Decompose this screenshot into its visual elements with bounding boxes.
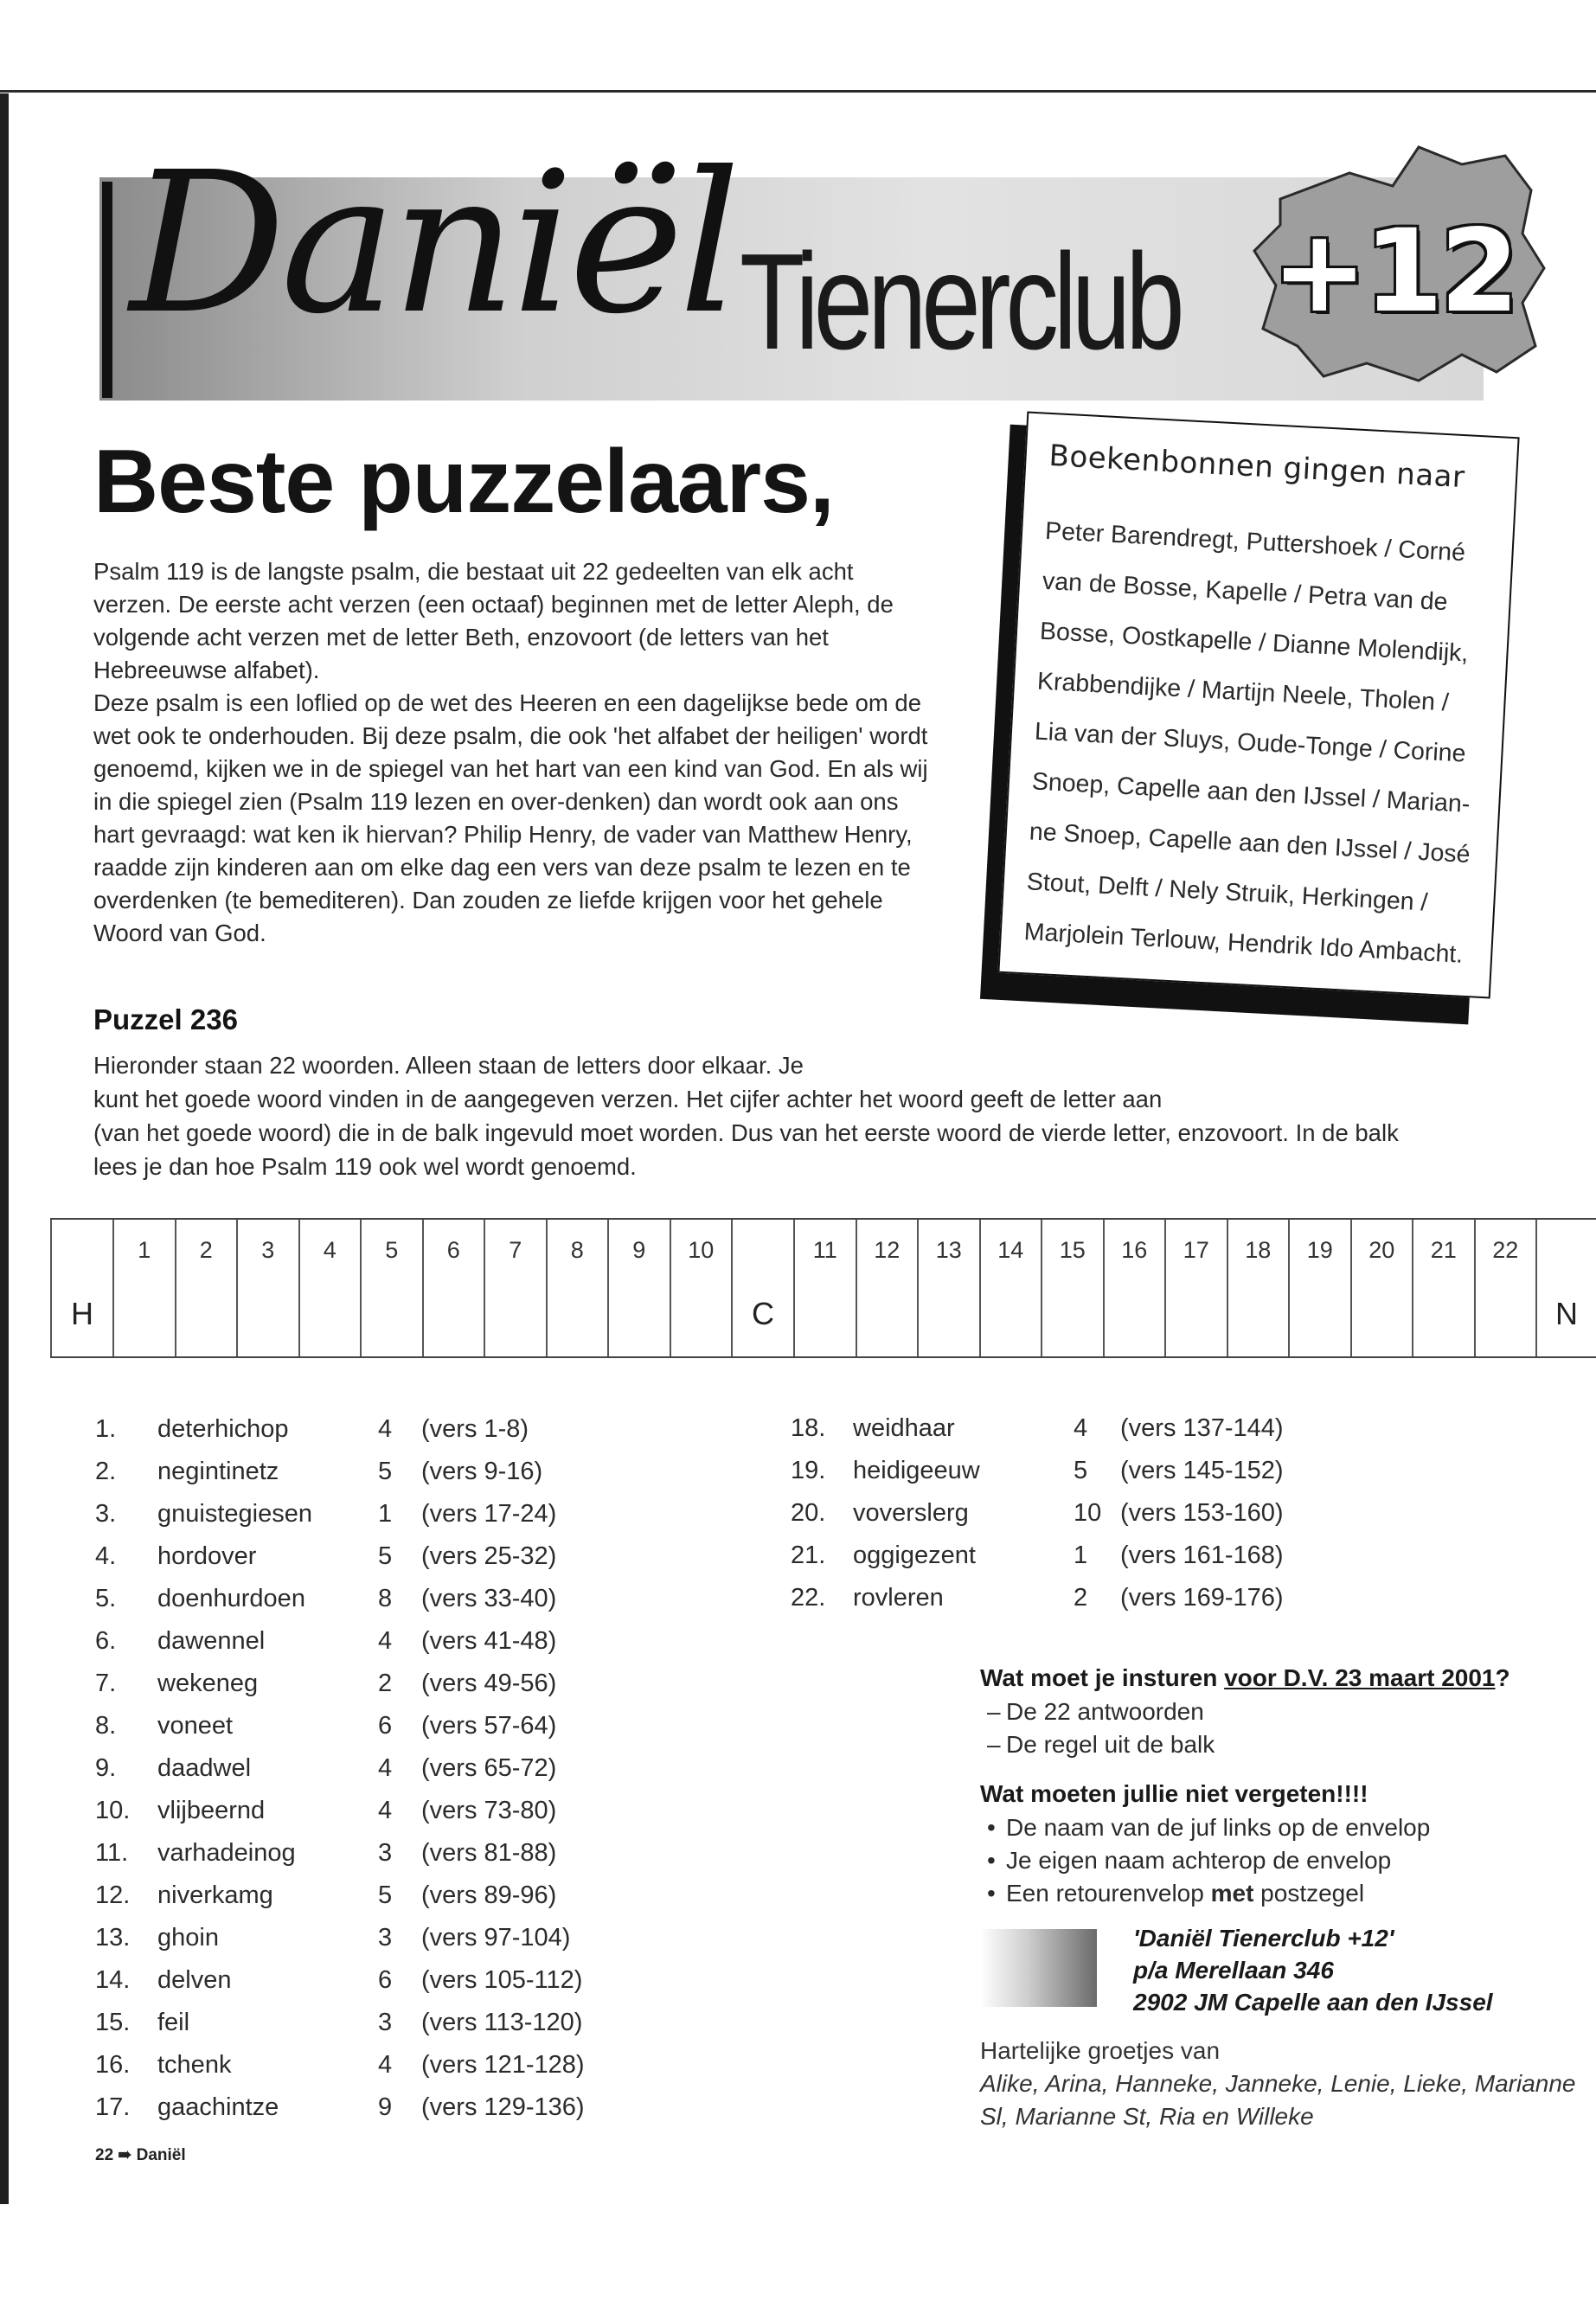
word-row <box>95 1535 603 1578</box>
dash-icon: – <box>987 1698 1001 1725</box>
word-number: 16. <box>95 2051 131 2079</box>
word-number: 17. <box>95 2093 131 2121</box>
word-number: 9. <box>95 1754 117 1782</box>
scrambled-word: dawennel <box>157 1627 266 1655</box>
letter-position: 3 <box>378 1924 393 1952</box>
letter-position: 3 <box>378 1839 393 1867</box>
grid-cell-number: 10 <box>688 1237 715 1263</box>
grid-cell <box>670 1220 732 1356</box>
word-list-left <box>95 1408 603 2129</box>
letter-position: 2 <box>1074 1584 1088 1612</box>
scrambled-word: gaachintze <box>157 2093 279 2121</box>
letter-position: 4 <box>378 2051 393 2079</box>
grid-cell <box>856 1220 918 1356</box>
grid-cell <box>793 1220 856 1356</box>
letter-position: 5 <box>378 1881 393 1909</box>
grid-cell-number: 2 <box>199 1237 213 1263</box>
list-item-text: De 22 antwoorden <box>1006 1698 1204 1725</box>
page-footer <box>95 2145 186 2165</box>
word-number: 5. <box>95 1585 117 1612</box>
grid-cell-number: 12 <box>874 1237 901 1263</box>
grid-cell <box>298 1220 361 1356</box>
grid-cell <box>236 1220 298 1356</box>
word-row <box>791 1535 1302 1577</box>
scrambled-word: voneet <box>157 1712 234 1740</box>
word-row <box>95 2044 603 2086</box>
regards-intro: Hartelijke groetjes van <box>980 2037 1221 2064</box>
puzzle-line: kunt het goede woord vinden in de aangegeven verzen. Het cijfer achter het woord geeft de letter aan <box>93 1086 1163 1112</box>
letter-position: 5 <box>1074 1457 1088 1484</box>
verse-range: (vers 137-144) <box>1120 1414 1284 1442</box>
word-number: 4. <box>95 1542 117 1570</box>
grid-cell <box>1350 1220 1413 1356</box>
grid-cell-number: 17 <box>1183 1237 1209 1263</box>
scrambled-word: niverkamg <box>157 1881 273 1909</box>
verse-range: (vers 169-176) <box>1120 1584 1284 1612</box>
word-number: 18. <box>791 1414 826 1442</box>
verse-range: (vers 33-40) <box>421 1585 557 1612</box>
grid-cell <box>731 1220 793 1356</box>
list-item-text: De naam van de juf links op de envelop <box>1006 1814 1431 1841</box>
word-number: 7. <box>95 1670 117 1697</box>
word-number: 20. <box>791 1499 826 1527</box>
scrambled-word: weidhaar <box>853 1414 955 1442</box>
winners-box <box>997 412 1519 999</box>
letter-position: 4 <box>378 1627 393 1655</box>
word-number: 21. <box>791 1541 826 1569</box>
grid-cell <box>484 1220 546 1356</box>
grid-cell-number: 5 <box>385 1237 399 1263</box>
verse-range: (vers 121-128) <box>421 2051 585 2079</box>
grid-cell-number: 6 <box>446 1237 460 1263</box>
list-item <box>980 1811 1568 1844</box>
word-row <box>791 1450 1302 1492</box>
verse-range: (vers 41-48) <box>421 1627 557 1655</box>
word-row <box>791 1577 1302 1619</box>
verse-range: (vers 145-152) <box>1120 1457 1284 1484</box>
verse-range: (vers 49-56) <box>421 1670 557 1697</box>
grid-cell-number: 13 <box>935 1237 962 1263</box>
puzzle-line: lees je dan hoe Psalm 119 ook wel wordt genoemd. <box>93 1153 637 1180</box>
grid-cell-number: 19 <box>1306 1237 1333 1263</box>
grid-cell-number: 22 <box>1492 1237 1519 1263</box>
list-item-text: Een retourenvelop <box>1006 1880 1211 1907</box>
verse-range: (vers 97-104) <box>421 1924 571 1952</box>
scrambled-word: wekeneg <box>157 1670 259 1697</box>
logo-daniel: Daniël <box>130 131 736 357</box>
scrambled-word: tchenk <box>157 2051 232 2079</box>
address-gradient <box>980 1929 1097 2007</box>
word-list-right <box>791 1407 1302 1619</box>
scrambled-word: daadwel <box>157 1754 252 1782</box>
regards-names: Alike, Arina, Hanneke, Janneke, Lenie, Lieke, Marianne Sl, Marianne St, Ria en Willeke <box>980 2070 1576 2130</box>
list-item <box>980 1877 1568 1910</box>
grid-cell-number: 4 <box>323 1237 337 1263</box>
grid-cell <box>175 1220 237 1356</box>
list-item <box>980 1728 1568 1761</box>
question-send <box>980 1661 1568 1695</box>
answer-bar <box>50 1218 1596 1358</box>
intro-paragraph: Psalm 119 is de langste psalm, die bestaat uit 22 gedeelten van elk acht verzen. De eerste acht verzen (een octaaf) beginnen met de letter Aleph, de volgende acht verzen met de letter Beth, enzovoort (de letters van het Hebreeuwse alfabet). <box>93 558 894 683</box>
word-number: 3. <box>95 1500 117 1528</box>
grid-cell <box>1288 1220 1350 1356</box>
grid-cell <box>979 1220 1042 1356</box>
grid-cell-number: 16 <box>1121 1237 1148 1263</box>
list-item-emphasis: met <box>1210 1880 1254 1907</box>
letter-position: 8 <box>378 1585 393 1612</box>
verse-range: (vers 73-80) <box>421 1797 557 1824</box>
letter-position: 4 <box>378 1415 393 1443</box>
scrambled-word: vlijbeernd <box>157 1797 266 1824</box>
grid-cell-number: 14 <box>997 1237 1024 1263</box>
deadline-date: voor D.V. 23 maart 2001 <box>1224 1664 1496 1691</box>
scrambled-word: feil <box>157 2009 190 2036</box>
grid-cell <box>422 1220 484 1356</box>
verse-range: (vers 1-8) <box>421 1415 529 1443</box>
verse-range: (vers 161-168) <box>1120 1541 1284 1569</box>
masthead-bar <box>102 182 112 398</box>
word-row <box>95 1663 603 1705</box>
scrambled-word: ghoin <box>157 1924 219 1952</box>
scrambled-word: hordover <box>157 1542 257 1570</box>
list-item-text: Je eigen naam achterop de envelop <box>1006 1847 1392 1874</box>
scrambled-word: voverslerg <box>853 1499 969 1527</box>
word-row <box>95 1408 603 1451</box>
winners-list: Peter Barendregt, Puttershoek / Corné van de Bosse, Kapelle / Petra van de Bosse, Oostkapelle / Dianne Molendijk, Krabbendijke / Martijn Neele, Tholen / Lia van der Sluys, Oude-Tonge / Corine Snoep, Capelle aan den IJssel / Marian-ne Snoep, Capelle aan den IJssel / José Stout, Delft / Nely Struik, Herkingen / Marjolein Terlouw, Hendrik Ido Ambacht. <box>1023 516 1471 969</box>
grid-cell <box>50 1220 112 1356</box>
word-row <box>95 2086 603 2129</box>
grid-cell-number: 1 <box>138 1237 151 1263</box>
grid-cell-number: 20 <box>1368 1237 1395 1263</box>
left-edge-bar <box>0 93 9 2204</box>
puzzle-line: Hieronder staan 22 woorden. Alleen staan de letters door elkaar. Je <box>93 1052 804 1079</box>
scrambled-word: delven <box>157 1966 232 1994</box>
remember-list <box>980 1811 1568 1910</box>
word-number: 22. <box>791 1584 826 1612</box>
grid-cell <box>1474 1220 1536 1356</box>
scrambled-word: rovleren <box>853 1584 944 1612</box>
grid-cell-number: 21 <box>1430 1237 1457 1263</box>
grid-cell-letter: C <box>752 1296 774 1331</box>
letter-position: 4 <box>378 1797 393 1824</box>
word-row <box>95 1620 603 1663</box>
grid-cell <box>607 1220 670 1356</box>
grid-cell <box>1164 1220 1227 1356</box>
grid-cell <box>1103 1220 1165 1356</box>
question-send-suffix: ? <box>1495 1664 1510 1691</box>
verse-range: (vers 89-96) <box>421 1881 557 1909</box>
page-title: Beste puzzelaars, <box>93 432 834 532</box>
grid-cell-number: 9 <box>632 1237 646 1263</box>
word-row <box>95 1493 603 1535</box>
verse-range: (vers 81-88) <box>421 1839 557 1867</box>
arrow-icon: ➠ <box>118 2146 132 2164</box>
word-row <box>95 1790 603 1832</box>
verse-range: (vers 153-160) <box>1120 1499 1284 1527</box>
scrambled-word: deterhichop <box>157 1415 289 1443</box>
letter-position: 1 <box>378 1500 393 1528</box>
top-edge-line <box>0 90 1596 93</box>
bullet-icon: • <box>987 1880 996 1907</box>
scrambled-word: heidigeeuw <box>853 1457 980 1484</box>
regards <box>980 2035 1586 2133</box>
verse-range: (vers 113-120) <box>421 2009 583 2036</box>
list-item <box>980 1695 1568 1728</box>
word-row <box>791 1407 1302 1450</box>
grid-cell-letter: N <box>1555 1296 1578 1331</box>
grid-cell <box>1227 1220 1289 1356</box>
grid-cell <box>1535 1220 1596 1356</box>
word-row <box>95 1578 603 1620</box>
grid-cell-number: 8 <box>570 1237 584 1263</box>
verse-range: (vers 105-112) <box>421 1966 583 1994</box>
bullet-icon: • <box>987 1814 996 1841</box>
intro-text <box>93 555 937 950</box>
verse-range: (vers 17-24) <box>421 1500 557 1528</box>
letter-position: 6 <box>378 1712 393 1740</box>
list-item-text: De regel uit de balk <box>1006 1731 1215 1758</box>
word-number: 19. <box>791 1457 826 1484</box>
word-row <box>95 2002 603 2044</box>
scrambled-word: varhadeinog <box>157 1839 296 1867</box>
verse-range: (vers 9-16) <box>421 1458 543 1485</box>
word-number: 13. <box>95 1924 131 1952</box>
word-number: 14. <box>95 1966 131 1994</box>
verse-range: (vers 129-136) <box>421 2093 585 2121</box>
letter-position: 4 <box>378 1754 393 1782</box>
word-number: 15. <box>95 2009 131 2036</box>
word-number: 6. <box>95 1627 117 1655</box>
word-number: 12. <box>95 1881 131 1909</box>
word-row <box>95 1832 603 1875</box>
grid-cell <box>360 1220 422 1356</box>
word-number: 8. <box>95 1712 117 1740</box>
instructions <box>980 1661 1568 1910</box>
letter-position: 1 <box>1074 1541 1088 1569</box>
grid-cell-number: 18 <box>1245 1237 1272 1263</box>
address-line: 'Daniël Tienerclub +12' <box>1133 1925 1394 1952</box>
grid-cell-number: 15 <box>1059 1237 1086 1263</box>
question-send-prefix: Wat moet je insturen <box>980 1664 1225 1691</box>
grid-cell <box>546 1220 608 1356</box>
word-row <box>95 1917 603 1959</box>
word-number: 11. <box>95 1839 129 1867</box>
page-number: 22 <box>95 2146 114 2164</box>
grid-cell <box>1412 1220 1474 1356</box>
word-row <box>95 1875 603 1917</box>
list-item <box>980 1844 1568 1877</box>
letter-position: 5 <box>378 1542 393 1570</box>
list-item-text: postzegel <box>1253 1880 1365 1907</box>
scrambled-word: negintinetz <box>157 1458 279 1485</box>
letter-position: 3 <box>378 2009 393 2036</box>
verse-range: (vers 57-64) <box>421 1712 557 1740</box>
bullet-icon: • <box>987 1847 996 1874</box>
address-line: p/a Merellaan 346 <box>1133 1957 1334 1984</box>
scrambled-word: gnuistegiesen <box>157 1500 312 1528</box>
puzzle-line: (van het goede woord) die in de balk ingevuld moet worden. Dus van het eerste woord de vierde letter, enzovoort. In de balk <box>93 1119 1399 1146</box>
logo-tienerclub: Tienerclub <box>740 226 1180 378</box>
letter-position: 9 <box>378 2093 393 2121</box>
winners-title: Boekenbonnen gingen naar <box>1048 438 1466 496</box>
dash-icon: – <box>987 1731 1001 1758</box>
grid-cell-number: 7 <box>509 1237 522 1263</box>
word-number: 2. <box>95 1458 117 1485</box>
letter-position: 10 <box>1074 1499 1102 1527</box>
verse-range: (vers 25-32) <box>421 1542 557 1570</box>
grid-cell <box>917 1220 979 1356</box>
word-row <box>95 1705 603 1747</box>
grid-cell-number: 3 <box>261 1237 275 1263</box>
verse-range: (vers 65-72) <box>421 1754 557 1782</box>
word-number: 10. <box>95 1797 131 1824</box>
send-list <box>980 1695 1568 1761</box>
letter-position: 2 <box>378 1670 393 1697</box>
word-row <box>95 1451 603 1493</box>
word-row <box>95 1959 603 2002</box>
word-row <box>791 1492 1302 1535</box>
letter-position: 5 <box>378 1458 393 1485</box>
word-row <box>95 1747 603 1790</box>
grid-cell <box>112 1220 175 1356</box>
footer-magazine-name: Daniël <box>136 2146 186 2164</box>
logo-badge: +12 <box>1272 205 1516 338</box>
puzzle-title: Puzzel 236 <box>93 1003 238 1035</box>
address-line: 2902 JM Capelle aan den IJssel <box>1133 1989 1493 2016</box>
grid-cell-number: 11 <box>812 1237 837 1263</box>
mailing-address <box>1133 1922 1493 2018</box>
puzzle-instructions <box>93 1048 1547 1183</box>
scrambled-word: oggigezent <box>853 1541 976 1569</box>
question-remember: Wat moeten jullie niet vergeten!!!! <box>980 1780 1368 1807</box>
scrambled-word: doenhurdoen <box>157 1585 305 1612</box>
intro-paragraph: Deze psalm is een loflied op de wet des Heeren en een dagelijkse bede om de wet ook te onderhouden. Bij deze psalm, die ook 'het alfabet der heiligen' wordt genoemd, kijken we in de spiegel van het hart van een kind van God. En als wij in die spiegel zien (Psalm 119 lezen en over-denken) dan wordt ook aan ons hart gevraagd: wat ken ik hiervan? Philip Henry, de vader van Matthew Henry, raadde zijn kinderen aan om elke dag een vers van deze psalm te lezen en te overdenken (te bemediteren). Dan zouden ze liefde krijgen voor het gehele Woord van God. <box>93 689 928 946</box>
letter-position: 6 <box>378 1966 393 1994</box>
word-number: 1. <box>95 1415 117 1443</box>
grid-cell-letter: H <box>71 1296 93 1331</box>
letter-position: 4 <box>1074 1414 1088 1442</box>
grid-cell <box>1041 1220 1103 1356</box>
